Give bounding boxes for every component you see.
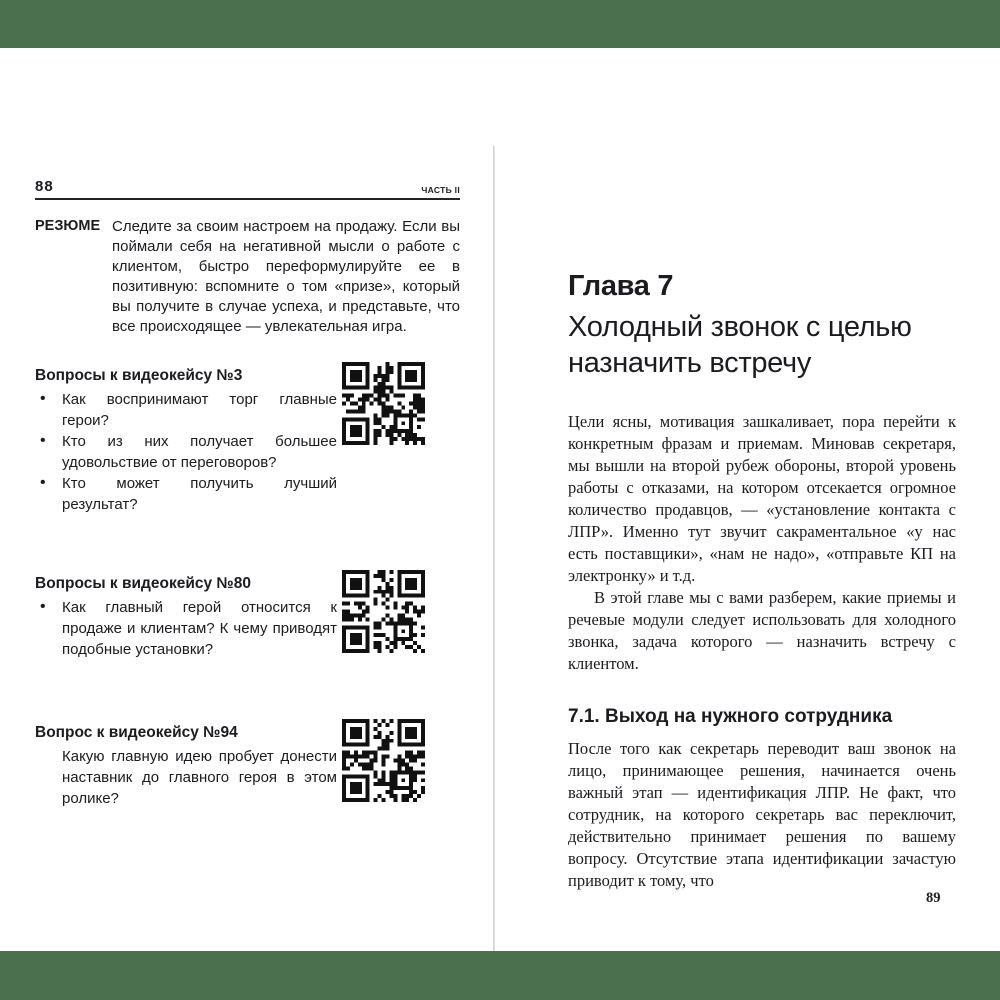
- top-cover-band: [0, 0, 1000, 48]
- chapter-paragraph: Цели ясны, мотивация зашкаливает, пора перейти к конкретным фразам и приемам. Миновав секретаря, мы вышли на второй рубеж обороны, второй уровень работы с отказами, на котором отсекается огромное количество продавцов, — «установление контакта с ЛПР». Именно тут звучит сакраментальное «у нас есть поставщики», «нам не надо», «отправьте КП на электронку» и т.д.: [568, 412, 956, 585]
- left-page: [35, 178, 460, 809]
- running-head: ЧАСТЬ II: [421, 185, 460, 195]
- section-title: Вопросы к видеокейсу №80: [35, 575, 251, 592]
- question-list: [35, 597, 337, 660]
- question-list: [35, 389, 337, 515]
- page-header: [35, 178, 460, 200]
- qr-code-icon: [342, 362, 425, 445]
- question-item: • Кто может получить лучший результат?: [35, 473, 337, 515]
- section-title: Вопросы к видеокейсу №3: [35, 367, 243, 384]
- resume-block: [35, 217, 460, 337]
- qr-code-icon: [342, 719, 425, 802]
- subsection-heading: 7.1. Выход на нужного сотрудника: [568, 706, 893, 727]
- page-number-left: 88: [35, 178, 54, 195]
- question-item: • Как главный герой относится к продаже и клиентам? К чему приводят подобные установки?: [35, 597, 337, 660]
- chapter-paragraph: В этой главе мы с вами разберем, какие приемы и речевые модули следует использовать для холодного звонка, задача которого — назначить встречу с клиентом.: [568, 588, 956, 673]
- videocase-section-80: [35, 575, 460, 660]
- bottom-cover-band: [0, 951, 1000, 1000]
- resume-label: РЕЗЮМЕ: [35, 218, 101, 234]
- resume-text: Следите за своим настроем на продажу. Если вы поймали себя на негативной мысли о работе с клиентом, быстро переформулируйте ее в позитивную: вспомните о том «призе», который вы получите в случае успеха, и представьте, что все происходящее — увлекательная игра.: [112, 218, 460, 335]
- videocase-section-3: [35, 367, 460, 515]
- question-paragraph: Какую главную идею пробует донести наставник до главного героя в этом ролике?: [62, 748, 337, 807]
- section-title: Вопрос к видеокейсу №94: [35, 724, 238, 741]
- page-gutter-line: [493, 146, 495, 951]
- chapter-title: Холодный звонок с целью назначить встречу: [568, 311, 912, 379]
- subsection-paragraph: После того как секретарь переводит ваш звонок на лицо, принимающее решения, начинается очень важный этап — идентификация ЛПР. Не факт, что сотрудник, на которого секретарь вас переключит, действительно принимает решения по вашему вопросу. Отсутствие этапа идентификации зачастую приводит к тому, что: [568, 739, 956, 890]
- chapter-label: Глава 7: [568, 270, 674, 302]
- qr-code-icon: [342, 570, 425, 653]
- question-item: • Как воспринимают торг главные герои?: [35, 389, 337, 431]
- right-page: [568, 272, 956, 892]
- page-number-right: 89: [926, 890, 941, 906]
- question-item: • Кто из них получает большее удовольствие от переговоров?: [35, 431, 337, 473]
- videocase-section-94: [35, 724, 460, 809]
